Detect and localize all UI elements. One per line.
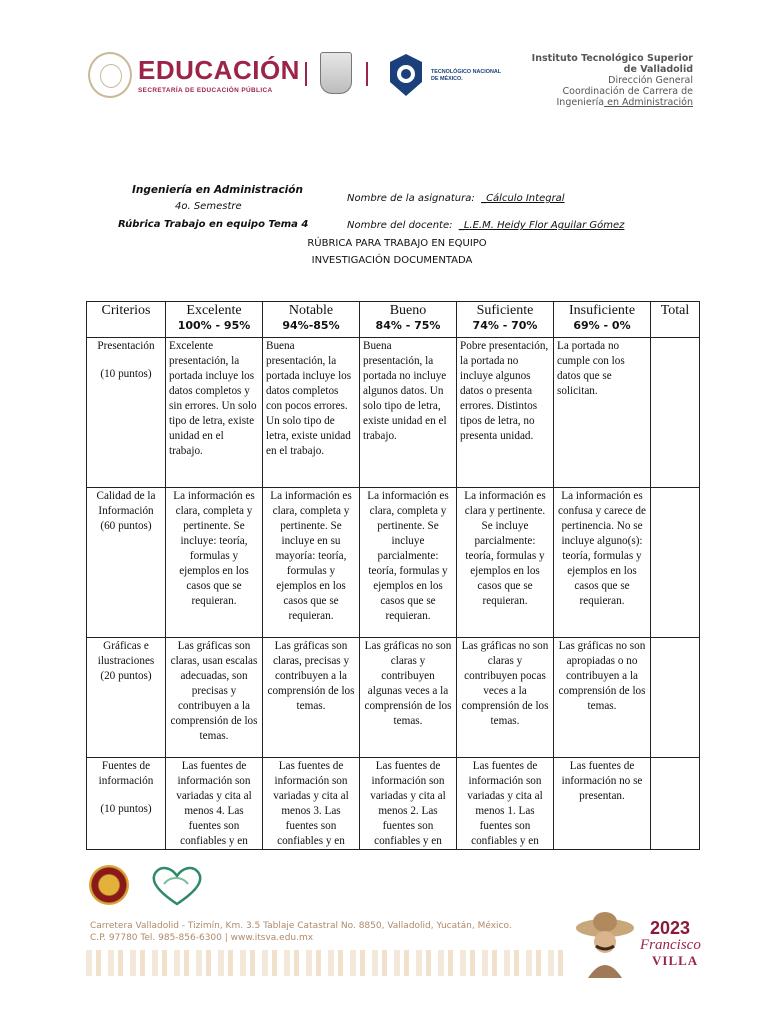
header-divider — [366, 62, 368, 86]
rubric-cell: Buena presentación, la portada no incluye algunos datos. Un solo tipo de letra, existe unidad en el trabajo. — [360, 338, 457, 488]
inst-line: Dirección General — [608, 75, 693, 86]
inst-line: de Valladolid — [623, 64, 693, 75]
rubric-cell: Las gráficas son claras, usan escalas adecuadas, son precisas y contribuyen a la comprensión de los temas. — [166, 638, 263, 758]
header-pct: 74% - 70% — [472, 319, 538, 332]
asignatura-value: _Cálculo Integral — [481, 193, 565, 204]
semestre-label: 4o. Semestre — [175, 201, 242, 212]
libre-plastico-heart-icon — [146, 862, 208, 908]
criterion-cell: Fuentes de información (10 puntos) — [87, 758, 166, 850]
footer-address — [90, 920, 512, 944]
table-header-row — [87, 302, 700, 338]
header-suficiente: Suficiente 74% - 70% — [457, 302, 554, 338]
itsva-seal-logo — [89, 865, 129, 905]
sep-subtitle: SECRETARÍA DE EDUCACIÓN PÚBLICA — [138, 87, 273, 94]
asignatura-line — [347, 193, 565, 204]
table-row — [87, 338, 700, 488]
address-line: C.P. 97780 Tel. 985-856-6300 | www.itsva.edu.mx — [90, 933, 314, 943]
rubric-cell: La información es confusa y carece de pertinencia. No se incluye alguno(s): teoría, formulas y ejemplos en los casos que se requieran. — [554, 488, 651, 638]
rubric-cell: La información es clara, completa y pertinente. Se incluye: teoría, formulas y ejemplos en los casos que se requieran. — [166, 488, 263, 638]
tecnm-text: TECNOLÓGICO NACIONAL DE MÉXICO. — [431, 69, 501, 82]
francisco-label: Francisco — [640, 937, 701, 953]
year-label: 2023 — [650, 918, 691, 938]
document-subtitle: INVESTIGACIÓN DOCUMENTADA — [311, 255, 473, 266]
educacion-logo-text: EDUCACIÓN — [138, 55, 300, 85]
inst-line-part: en Administración — [604, 97, 693, 108]
rubric-cell: La información es clara y pertinente. Se incluye parcialmente: teoría, formulas y ejemplos en los casos que se requieran. — [457, 488, 554, 638]
rubric-cell: Las fuentes de información son variadas y cita al menos 2. Las fuentes son confiables y en — [360, 758, 457, 850]
rubric-cell: Las fuentes de información son variadas y cita al menos 4. Las fuentes son confiables y en — [166, 758, 263, 850]
carrera-label: Ingeniería en Administración — [132, 184, 303, 196]
asignatura-label: Nombre de la asignatura: — [347, 193, 475, 204]
docente-value: _L.E.M. Heidy Flor Aguilar Gómez — [458, 220, 625, 231]
inst-line: Instituto Tecnológico Superior — [531, 53, 693, 64]
rubric-cell: Las gráficas son claras, precisas y contribuyen a la comprensión de los temas. — [263, 638, 360, 758]
header-bueno: Bueno 84% - 75% — [360, 302, 457, 338]
docente-label: Nombre del docente: — [347, 220, 453, 231]
rubric-cell: La portada no cumple con los datos que se solicitan. — [554, 338, 651, 488]
docente-line — [347, 220, 624, 231]
itsva-shield-logo — [320, 52, 352, 94]
villa-label: VILLA — [652, 953, 699, 968]
inst-line-part: Ingeniería — [556, 97, 605, 108]
header-pct: 100% - 95% — [177, 319, 251, 332]
total-cell — [651, 758, 700, 850]
francisco-villa-portrait-icon — [574, 908, 636, 978]
institution-block — [532, 53, 693, 108]
address-line: Carretera Valladolid - Tizimín, Km. 3.5 Tablaje Catastral No. 8850, Valladolid, Yucatán, México. — [90, 921, 512, 931]
rubric-cell: Las gráficas no son apropiadas o no contribuyen a la comprensión de los temas. — [554, 638, 651, 758]
inst-line — [532, 97, 693, 108]
rubrica-title: Rúbrica Trabajo en equipo Tema 4 — [118, 219, 309, 230]
rubric-cell: Las fuentes de información son variadas y cita al menos 1. Las fuentes son confiables y en — [457, 758, 554, 850]
criterion-cell: Calidad de la Información (60 puntos) — [87, 488, 166, 638]
tecnm-logo-icon — [386, 52, 426, 98]
decorative-band — [86, 950, 566, 976]
total-cell — [651, 638, 700, 758]
table-row — [87, 638, 700, 758]
inst-line: Coordinación de Carrera de — [562, 86, 693, 97]
rubric-cell: Excelente presentación, la portada incluye los datos completos y sin errores. Un solo tipo de letra, existe unidad en el trabajo. — [166, 338, 263, 488]
header-divider — [305, 62, 307, 86]
header-excelente: Excelente 100% - 95% — [166, 302, 263, 338]
table-row — [87, 488, 700, 638]
rubric-table — [86, 301, 700, 850]
criterion-cell: Presentación (10 puntos) — [87, 338, 166, 488]
header-total: Total — [651, 302, 700, 338]
rubric-cell: Las gráficas no son claras y contribuyen algunas veces a la comprensión de los temas. — [360, 638, 457, 758]
rubric-cell: La información es clara, completa y pertinente. Se incluye parcialmente: teoría, formulas y ejemplos en los casos que se requieran. — [360, 488, 457, 638]
rubric-cell: Las gráficas no son claras y contribuyen pocas veces a la comprensión de los temas. — [457, 638, 554, 758]
total-cell — [651, 338, 700, 488]
rubric-cell: Las fuentes de información no se presentan. — [554, 758, 651, 850]
rubric-cell: La información es clara, completa y pertinente. Se incluye en su mayoría: teoría, formulas y ejemplos en los casos que se requieran. — [263, 488, 360, 638]
document-title: RÚBRICA PARA TRABAJO EN EQUIPO — [307, 238, 487, 249]
header-insuficiente: Insuficiente 69% - 0% — [554, 302, 651, 338]
header-notable: Notable 94%-85% — [263, 302, 360, 338]
rubric-cell: Las fuentes de información son variadas y cita al menos 3. Las fuentes son confiables y en — [263, 758, 360, 850]
header-pct: 84% - 75% — [375, 319, 441, 332]
sep-seal-logo — [88, 52, 132, 98]
rubric-cell: Buena presentación, la portada incluye los datos completos con pocos errores. Un solo tipo de letra, existe unidad en el trabajo. — [263, 338, 360, 488]
header-pct: 94%-85% — [282, 319, 340, 332]
rubric-cell: Pobre presentación, la portada no incluye algunos datos o presenta errores. Distintos tipos de letra, no presenta unidad. — [457, 338, 554, 488]
total-cell — [651, 488, 700, 638]
header-criterios: Criterios — [87, 302, 166, 338]
criterion-cell: Gráficas e ilustraciones (20 puntos) — [87, 638, 166, 758]
header-pct: 69% - 0% — [573, 319, 631, 332]
table-row — [87, 758, 700, 850]
